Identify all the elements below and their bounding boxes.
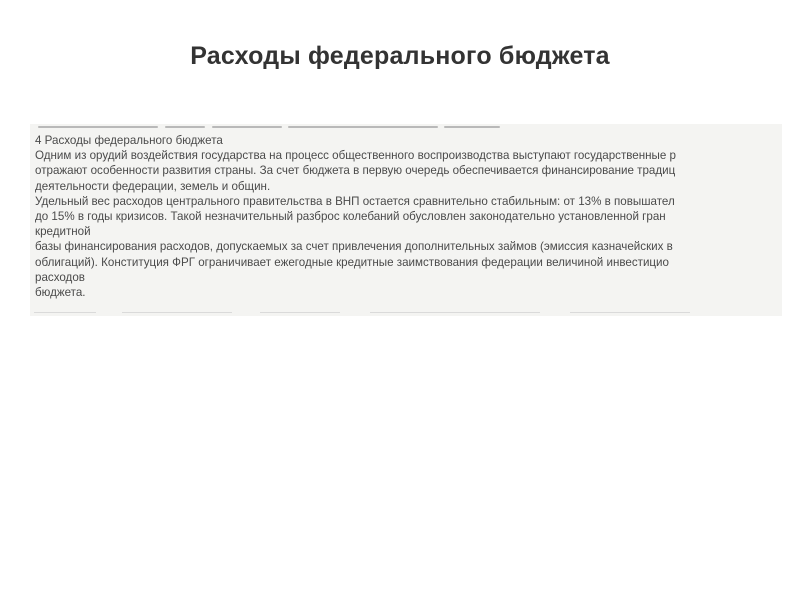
document-line: базы финансирования расходов, допускаемых за счет привлечения дополнительных займов (эмиссия казначейских в [35,240,673,254]
cropped-top-line [30,124,782,130]
document-line: бюджета. [35,285,86,299]
cropped-bottom-line [30,312,782,315]
document-line: расходов [35,270,85,284]
document-line: кредитной [35,225,91,239]
document-line: отражают особенности развития страны. За счет бюджета в первую очередь обеспечивается финансирование традиц [35,164,676,178]
document-text [35,133,782,300]
document-line: Удельный вес расходов центрального правительства в ВНП остается сравнительно стабильным: от 13% в повышател [35,194,675,208]
document-line: деятельности федерации, земель и общин. [35,179,271,193]
document-line: облигаций). Конституция ФРГ ограничивает ежегодные кредитные заимствования федерации величиной инвестицио [35,255,669,269]
slide-title: Расходы федерального бюджета [190,42,610,70]
document-line: до 15% в годы кризисов. Такой незначительный разброс колебаний обусловлен законодательно установленной гран [35,209,666,223]
document-excerpt-image [30,124,782,316]
document-heading: 4 Расходы федерального бюджета [35,134,223,147]
document-line: Одним из орудий воздействия государства на процесс общественного воспроизводства выступают государственные р [35,149,676,163]
